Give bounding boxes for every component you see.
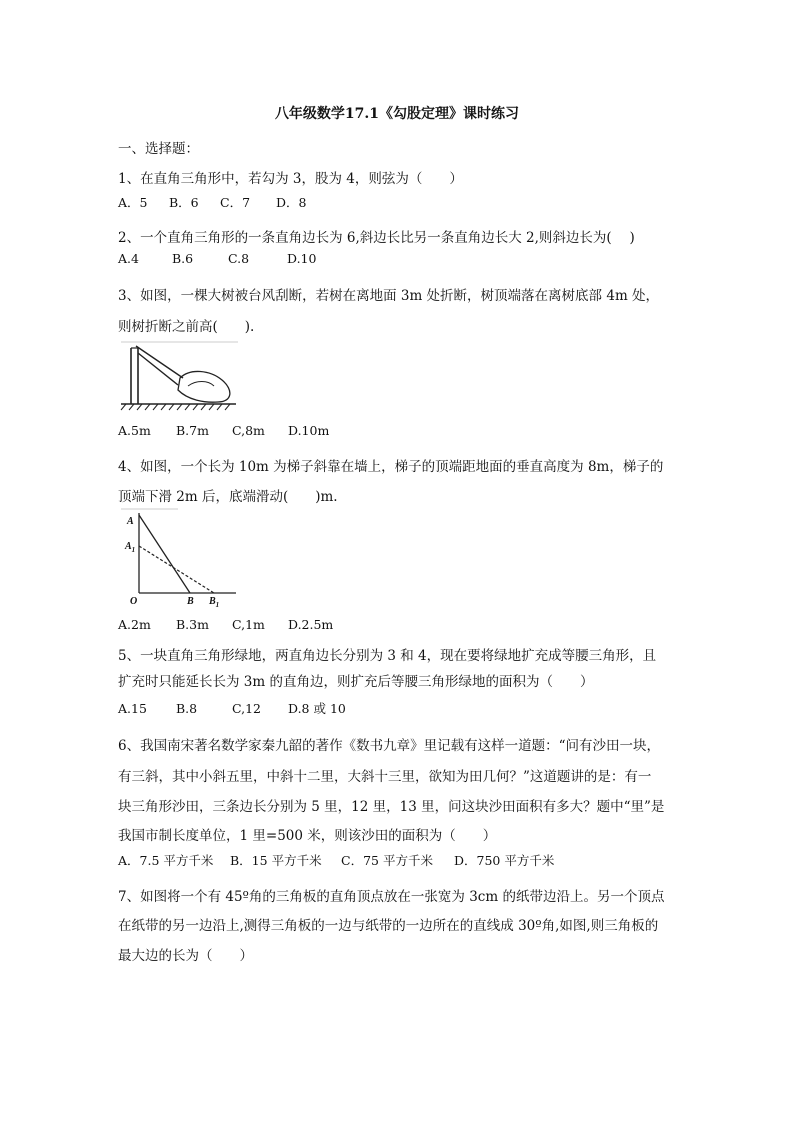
question-6-text-line-3: 块三角形沙田，三条边长分别为 5 里，12 里，13 里，问这块沙田面积有多大？题中“里”是: [118, 799, 665, 815]
ladder-figure: [118, 508, 243, 608]
ground-hatching: [121, 404, 236, 410]
option-c: C,1m: [232, 617, 265, 632]
question-1-options: [118, 193, 306, 211]
option-d: D．8: [276, 195, 307, 210]
tree-trunk: [131, 348, 138, 404]
option-a: A.15: [118, 701, 147, 716]
question-6-options: [118, 851, 554, 869]
question-2-options: [118, 251, 316, 266]
option-c: C,8m: [232, 423, 265, 438]
option-d: D.8 或 10: [288, 701, 346, 716]
option-b: B．15 平方千米: [230, 853, 322, 868]
option-a: A．5: [118, 195, 148, 210]
option-a: A.4: [118, 251, 139, 266]
question-7-text-line-3: 最大边的长为（ ）: [118, 948, 253, 964]
option-b: B.8: [176, 701, 198, 716]
question-6-text-line-1: 6、我国南宋著名数学家秦九韶的著作《数书九章》里记载有这样一道题：“问有沙田一块，: [118, 738, 660, 754]
option-c: C.8: [228, 251, 250, 266]
option-d: D.10: [287, 251, 317, 266]
question-7-text-line-1: 7、如图将一个有 45º角的三角板的直角顶点放在一张宽为 3cm 的纸带边沿上。另一个顶点: [118, 889, 665, 905]
fallen-top: [136, 346, 230, 402]
label-a1: $A_1$: [125, 541, 136, 554]
option-c: C．7: [220, 195, 251, 210]
wall-and-ground: [139, 513, 236, 593]
option-b: B.3m: [176, 617, 209, 632]
figure-labels: [124, 516, 219, 609]
question-1-text: 1、在直角三角形中，若勾为 3，股为 4，则弦为（ ）: [118, 171, 463, 187]
label-a: A: [127, 516, 134, 527]
option-c: C,12: [232, 701, 261, 716]
broken-tree-figure: [118, 340, 243, 415]
page-title: 八年级数学17.1《勾股定理》课时练习: [274, 106, 520, 122]
option-a: A.2m: [118, 617, 151, 632]
question-2-text: 2、一个直角三角形的一条直角边长为 6,斜边长比另一条直角边长大 2,则斜边长为( ): [118, 230, 635, 246]
ladder-positions: [139, 515, 214, 593]
question-3-text-line-2: 则树折断之前高( ).: [118, 319, 255, 335]
label-b1: $B_1$: [209, 596, 220, 609]
option-b: B.7m: [176, 423, 209, 438]
option-d: D.2.5m: [288, 617, 334, 632]
question-6-text-line-4: 我国市制长度单位，1 里=500 米，则该沙田的面积为（ ）: [118, 828, 497, 844]
question-7-text-line-2: 在纸带的另一边沿上,测得三角板的一边与纸带的一边所在的直线成 30º角,如图,则三角板的: [118, 918, 659, 934]
option-b: B.6: [172, 251, 194, 266]
option-a: A．7.5 平方千米: [118, 853, 214, 868]
option-d: D．750 平方千米: [454, 853, 555, 868]
question-4-text-line-1: 4、如图，一个长为 10m 为梯子斜靠在墙上，梯子的顶端距地面的垂直高度为 8m，梯子的: [118, 459, 664, 475]
option-c: C．75 平方千米: [341, 853, 433, 868]
question-5-text-line-2: 扩充时只能延长长为 3m 的直角边，则扩充后等腰三角形绿地的面积为（ ）: [118, 674, 594, 690]
label-b: B: [187, 596, 194, 607]
question-5-text-line-1: 5、一块直角三角形绿地，两直角边长分别为 3 和 4，现在要将绿地扩充成等腰三角形，且: [118, 648, 657, 664]
option-d: D.10m: [288, 423, 330, 438]
label-o: O: [130, 596, 138, 607]
option-a: A.5m: [118, 423, 151, 438]
question-3-text-line-1: 3、如图，一棵大树被台风刮断，若树在离地面 3m 处折断，树顶端落在离树底部 4m 处，: [118, 288, 660, 304]
question-4-options: [118, 617, 333, 632]
question-4-text-line-2: 顶端下滑 2m 后，底端滑动( )m.: [118, 489, 338, 505]
option-b: B．6: [169, 195, 199, 210]
question-5-options: [118, 699, 346, 717]
question-6-text-line-2: 有三斜，其中小斜五里，中斜十二里，大斜十三里，欲知为田几何？”这道题讲的是：有一: [118, 769, 652, 785]
question-3-options: [118, 423, 329, 438]
section-heading: 一、选择题：: [118, 141, 199, 157]
